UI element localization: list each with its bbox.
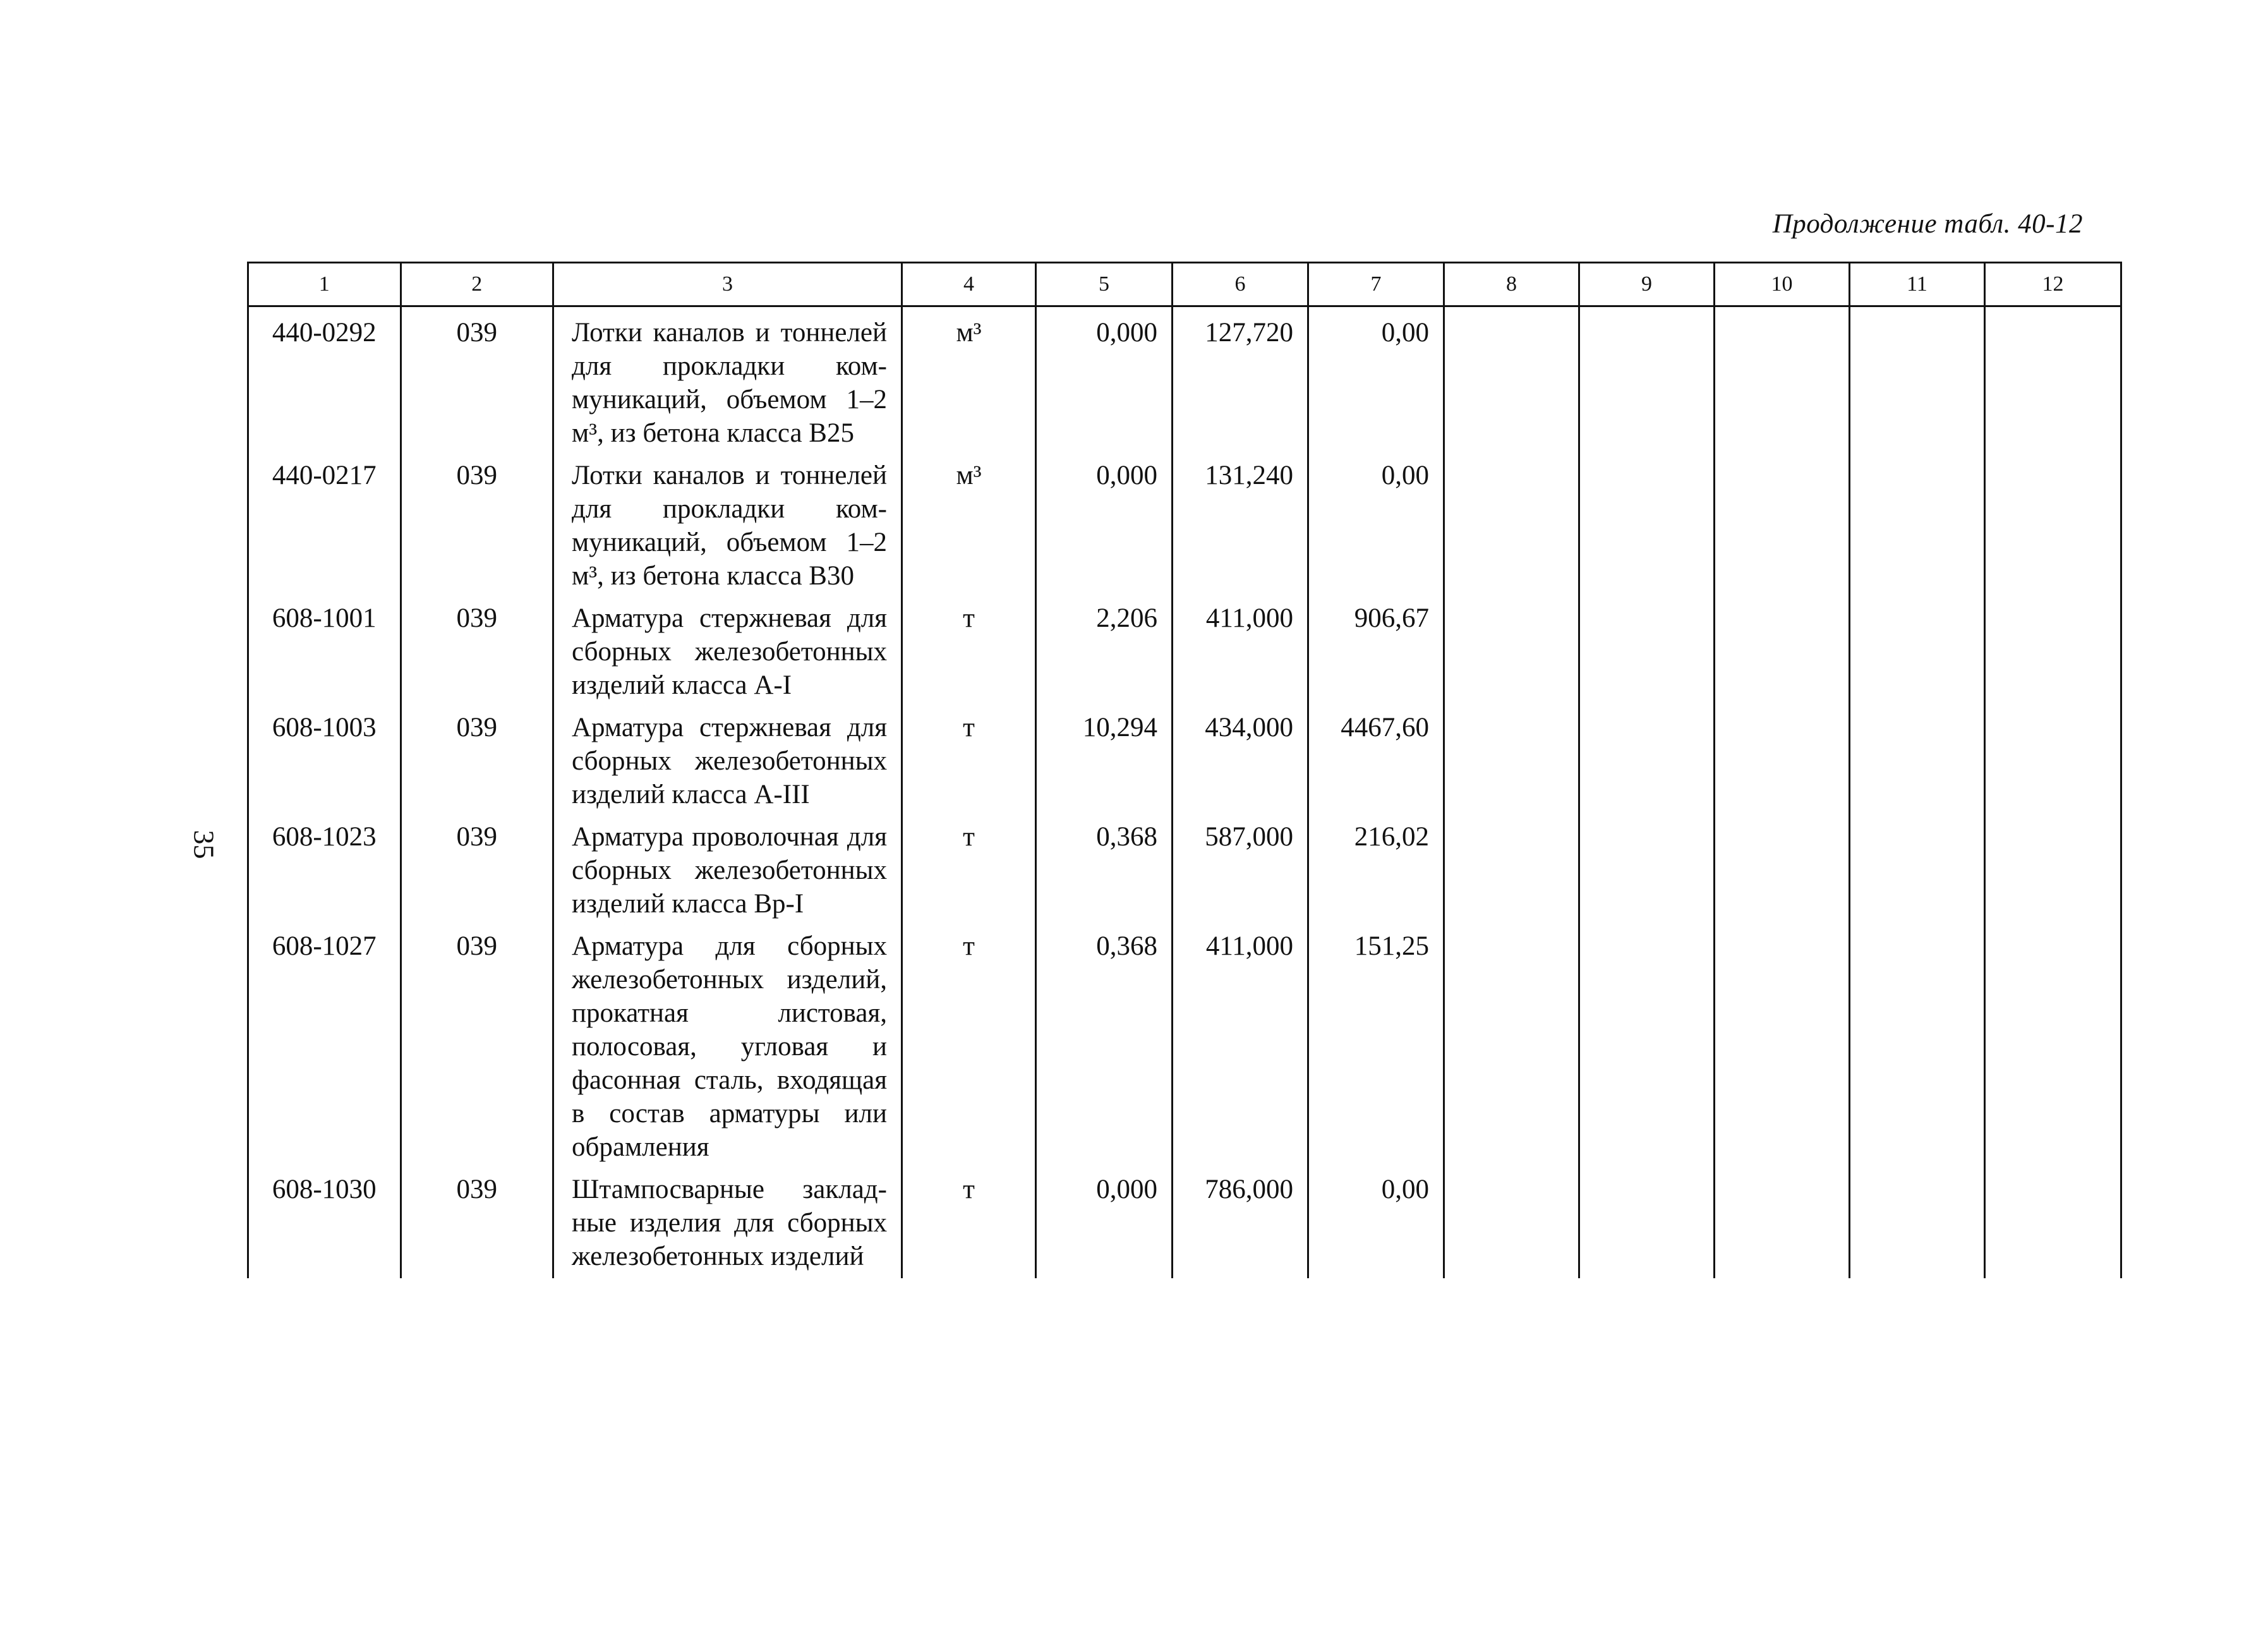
empty-cell xyxy=(1715,921,1850,1164)
resource-code: 608-1030 xyxy=(248,1164,401,1278)
empty-cell xyxy=(1850,450,1985,593)
group-code: 039 xyxy=(401,811,553,921)
empty-cell xyxy=(1850,702,1985,811)
column-header-2: 2 xyxy=(401,263,553,306)
empty-cell xyxy=(1850,811,1985,921)
unit-price: 587,000 xyxy=(1173,811,1308,921)
unit: т xyxy=(902,702,1036,811)
column-header-11: 11 xyxy=(1850,263,1985,306)
empty-cell xyxy=(1579,593,1715,702)
table-row xyxy=(248,811,2121,921)
table-row xyxy=(248,450,2121,593)
column-number-row xyxy=(248,263,2121,306)
empty-cell xyxy=(1444,702,1579,811)
resource-name: Арматура стержневая для сборных железобетонных изделий класса А-III xyxy=(553,702,902,811)
empty-cell xyxy=(1715,306,1850,451)
unit: т xyxy=(902,593,1036,702)
column-header-7: 7 xyxy=(1308,263,1444,306)
unit-price: 786,000 xyxy=(1173,1164,1308,1278)
total-cost: 0,00 xyxy=(1308,450,1444,593)
resource-name: Лотки каналов и тоннелей для прокладки коммуникаций, объемом 1–2 м³, из бетона класса В25 xyxy=(553,306,902,451)
unit-price: 411,000 xyxy=(1173,593,1308,702)
resource-name: Штампосварные закладные изделия для сборных железобетонных изделий xyxy=(553,1164,902,1278)
empty-cell xyxy=(1985,593,2121,702)
empty-cell xyxy=(1985,306,2121,451)
column-header-6: 6 xyxy=(1173,263,1308,306)
table-row xyxy=(248,921,2121,1164)
column-header-12: 12 xyxy=(1985,263,2121,306)
empty-cell xyxy=(1850,921,1985,1164)
resource-code: 608-1027 xyxy=(248,921,401,1164)
column-header-8: 8 xyxy=(1444,263,1579,306)
table-caption: Продолжение табл. 40-12 xyxy=(1772,209,2083,239)
empty-cell xyxy=(1850,306,1985,451)
unit: т xyxy=(902,811,1036,921)
column-header-5: 5 xyxy=(1036,263,1173,306)
total-cost: 906,67 xyxy=(1308,593,1444,702)
empty-cell xyxy=(1444,921,1579,1164)
group-code: 039 xyxy=(401,921,553,1164)
resource-code: 608-1001 xyxy=(248,593,401,702)
unit: м³ xyxy=(902,450,1036,593)
empty-cell xyxy=(1985,921,2121,1164)
empty-cell xyxy=(1579,306,1715,451)
resource-name: Арматура проволочная для сборных железобетонных изделий класса Вр-I xyxy=(553,811,902,921)
column-header-1: 1 xyxy=(248,263,401,306)
quantity: 0,000 xyxy=(1036,450,1173,593)
unit-price: 131,240 xyxy=(1173,450,1308,593)
empty-cell xyxy=(1985,1164,2121,1278)
table-row xyxy=(248,593,2121,702)
empty-cell xyxy=(1715,450,1850,593)
empty-cell xyxy=(1985,811,2121,921)
resource-code: 440-0217 xyxy=(248,450,401,593)
resource-table xyxy=(247,262,2122,1278)
total-cost: 4467,60 xyxy=(1308,702,1444,811)
total-cost: 151,25 xyxy=(1308,921,1444,1164)
empty-cell xyxy=(1444,1164,1579,1278)
table-row xyxy=(248,1164,2121,1278)
empty-cell xyxy=(1715,811,1850,921)
column-header-3: 3 xyxy=(553,263,902,306)
empty-cell xyxy=(1444,306,1579,451)
quantity: 0,000 xyxy=(1036,306,1173,451)
resource-code: 608-1023 xyxy=(248,811,401,921)
unit: т xyxy=(902,1164,1036,1278)
resource-name: Лотки каналов и тоннелей для прокладки коммуникаций, объемом 1–2 м³, из бетона класса В30 xyxy=(553,450,902,593)
empty-cell xyxy=(1985,702,2121,811)
empty-cell xyxy=(1850,1164,1985,1278)
total-cost: 216,02 xyxy=(1308,811,1444,921)
unit-price: 434,000 xyxy=(1173,702,1308,811)
total-cost: 0,00 xyxy=(1308,1164,1444,1278)
empty-cell xyxy=(1444,450,1579,593)
page-number: 35 xyxy=(188,830,220,859)
quantity: 0,000 xyxy=(1036,1164,1173,1278)
quantity: 2,206 xyxy=(1036,593,1173,702)
table-row xyxy=(248,306,2121,451)
group-code: 039 xyxy=(401,1164,553,1278)
unit: т xyxy=(902,921,1036,1164)
resource-name: Арматура стержневая для сборных железобетонных изделий класса А-I xyxy=(553,593,902,702)
empty-cell xyxy=(1579,702,1715,811)
group-code: 039 xyxy=(401,450,553,593)
unit: м³ xyxy=(902,306,1036,451)
empty-cell xyxy=(1715,593,1850,702)
empty-cell xyxy=(1715,702,1850,811)
empty-cell xyxy=(1850,593,1985,702)
resource-table-container xyxy=(247,262,2078,1456)
column-header-10: 10 xyxy=(1715,263,1850,306)
quantity: 0,368 xyxy=(1036,811,1173,921)
resource-code: 608-1003 xyxy=(248,702,401,811)
unit-price: 411,000 xyxy=(1173,921,1308,1164)
table-row xyxy=(248,702,2121,811)
empty-cell xyxy=(1579,1164,1715,1278)
quantity: 0,368 xyxy=(1036,921,1173,1164)
empty-cell xyxy=(1579,811,1715,921)
resource-code: 440-0292 xyxy=(248,306,401,451)
total-cost: 0,00 xyxy=(1308,306,1444,451)
column-header-4: 4 xyxy=(902,263,1036,306)
empty-cell xyxy=(1985,450,2121,593)
group-code: 039 xyxy=(401,593,553,702)
group-code: 039 xyxy=(401,306,553,451)
resource-name: Арматура для сборных железобетонных изделий, прокатная листовая, полосовая, угловая и фасонная сталь, входящая в состав арматуры или обрамления xyxy=(553,921,902,1164)
column-header-9: 9 xyxy=(1579,263,1715,306)
empty-cell xyxy=(1579,921,1715,1164)
empty-cell xyxy=(1444,811,1579,921)
empty-cell xyxy=(1444,593,1579,702)
empty-cell xyxy=(1715,1164,1850,1278)
quantity: 10,294 xyxy=(1036,702,1173,811)
empty-cell xyxy=(1579,450,1715,593)
group-code: 039 xyxy=(401,702,553,811)
unit-price: 127,720 xyxy=(1173,306,1308,451)
